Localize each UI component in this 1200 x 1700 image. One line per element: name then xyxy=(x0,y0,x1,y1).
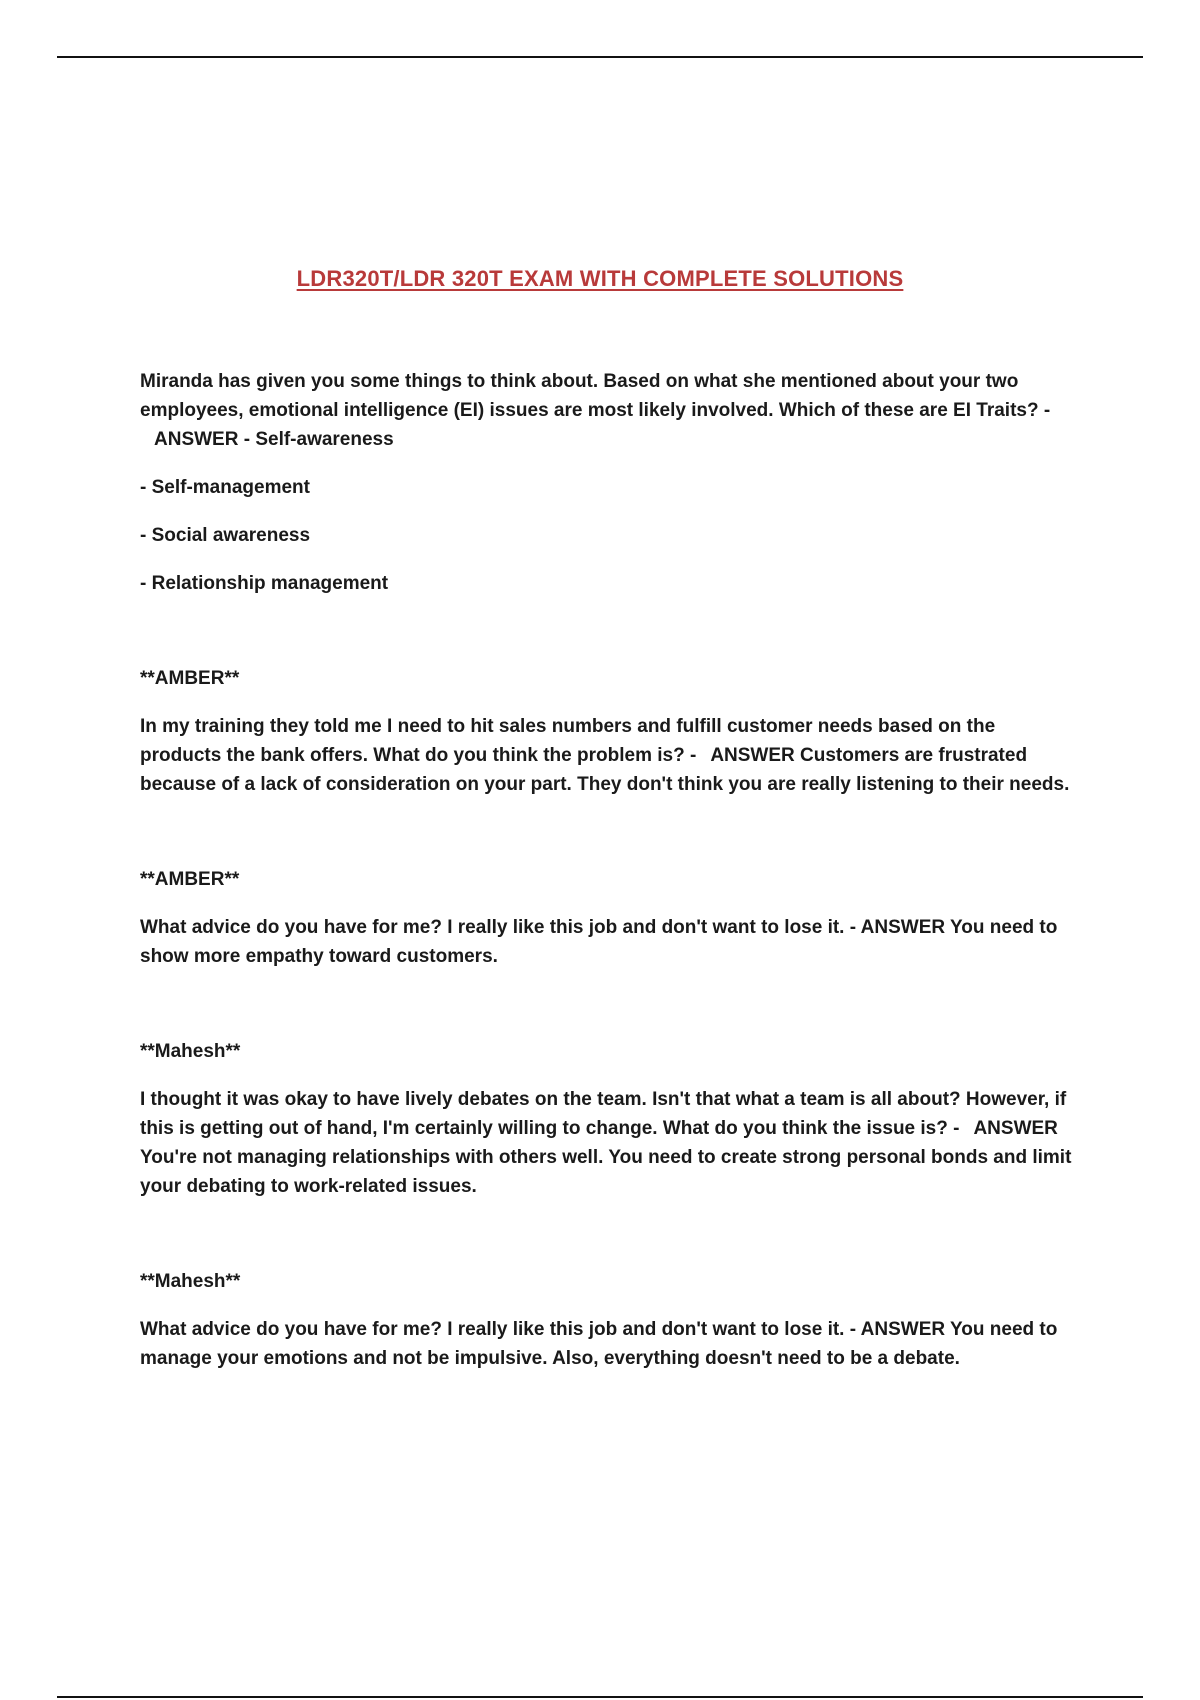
qa-paragraph xyxy=(140,712,1080,799)
qa-answer: ANSWER Customers are frustrated because of a lack of consideration on your part. They don't think you are really listening to their needs. xyxy=(140,745,1070,795)
qa-answer: ANSWER You need to manage your emotions and not be impulsive. Also, everything doesn't need to be a debate. xyxy=(140,1319,1058,1369)
qa-question: In my training they told me I need to hit sales numbers and fulfill customer needs based on the products the bank offers. What do you think the problem is? - xyxy=(140,716,996,766)
document-title: LDR320T/LDR 320T EXAM WITH COMPLETE SOLUTIONS xyxy=(296,266,904,291)
speaker-label: **Mahesh** xyxy=(140,1271,241,1292)
qa-answer: ANSWER You need to show more empathy toward customers. xyxy=(140,917,1058,967)
intro-bullet: - Relationship management xyxy=(140,573,389,594)
speaker-label: **AMBER** xyxy=(140,869,240,890)
qa-paragraph xyxy=(140,1315,1080,1373)
qa-question: I thought it was okay to have lively debates on the team. Isn't that what a team is all about? However, if this is getting out of hand, I'm certainly willing to change. What do you think the issue is? - xyxy=(140,1089,1067,1139)
qa-paragraph xyxy=(140,913,1080,971)
top-rule xyxy=(57,56,1143,58)
speaker-label: **Mahesh** xyxy=(140,1041,241,1062)
intro-bullet: - Social awareness xyxy=(140,525,311,546)
qa-answer: ANSWER You're not managing relationships with others well. You need to create strong personal bonds and limit your debating to work-related issues. xyxy=(140,1118,1072,1197)
intro-question: Miranda has given you some things to think about. Based on what she mentioned about your two employees, emotional intelligence (EI) issues are most likely involved. Which of these are EI Traits? - xyxy=(140,371,1051,421)
qa-question: What advice do you have for me? I really like this job and don't want to lose it. - xyxy=(140,917,857,938)
intro-answer: ANSWER - Self-awareness xyxy=(154,429,394,450)
qa-paragraph xyxy=(140,1085,1080,1201)
intro-paragraph xyxy=(140,367,1080,454)
document-body xyxy=(140,367,1080,1373)
speaker-label: **AMBER** xyxy=(140,668,240,689)
qa-question: What advice do you have for me? I really like this job and don't want to lose it. - xyxy=(140,1319,857,1340)
bottom-rule xyxy=(57,1696,1143,1698)
intro-bullet: - Self-management xyxy=(140,477,310,498)
